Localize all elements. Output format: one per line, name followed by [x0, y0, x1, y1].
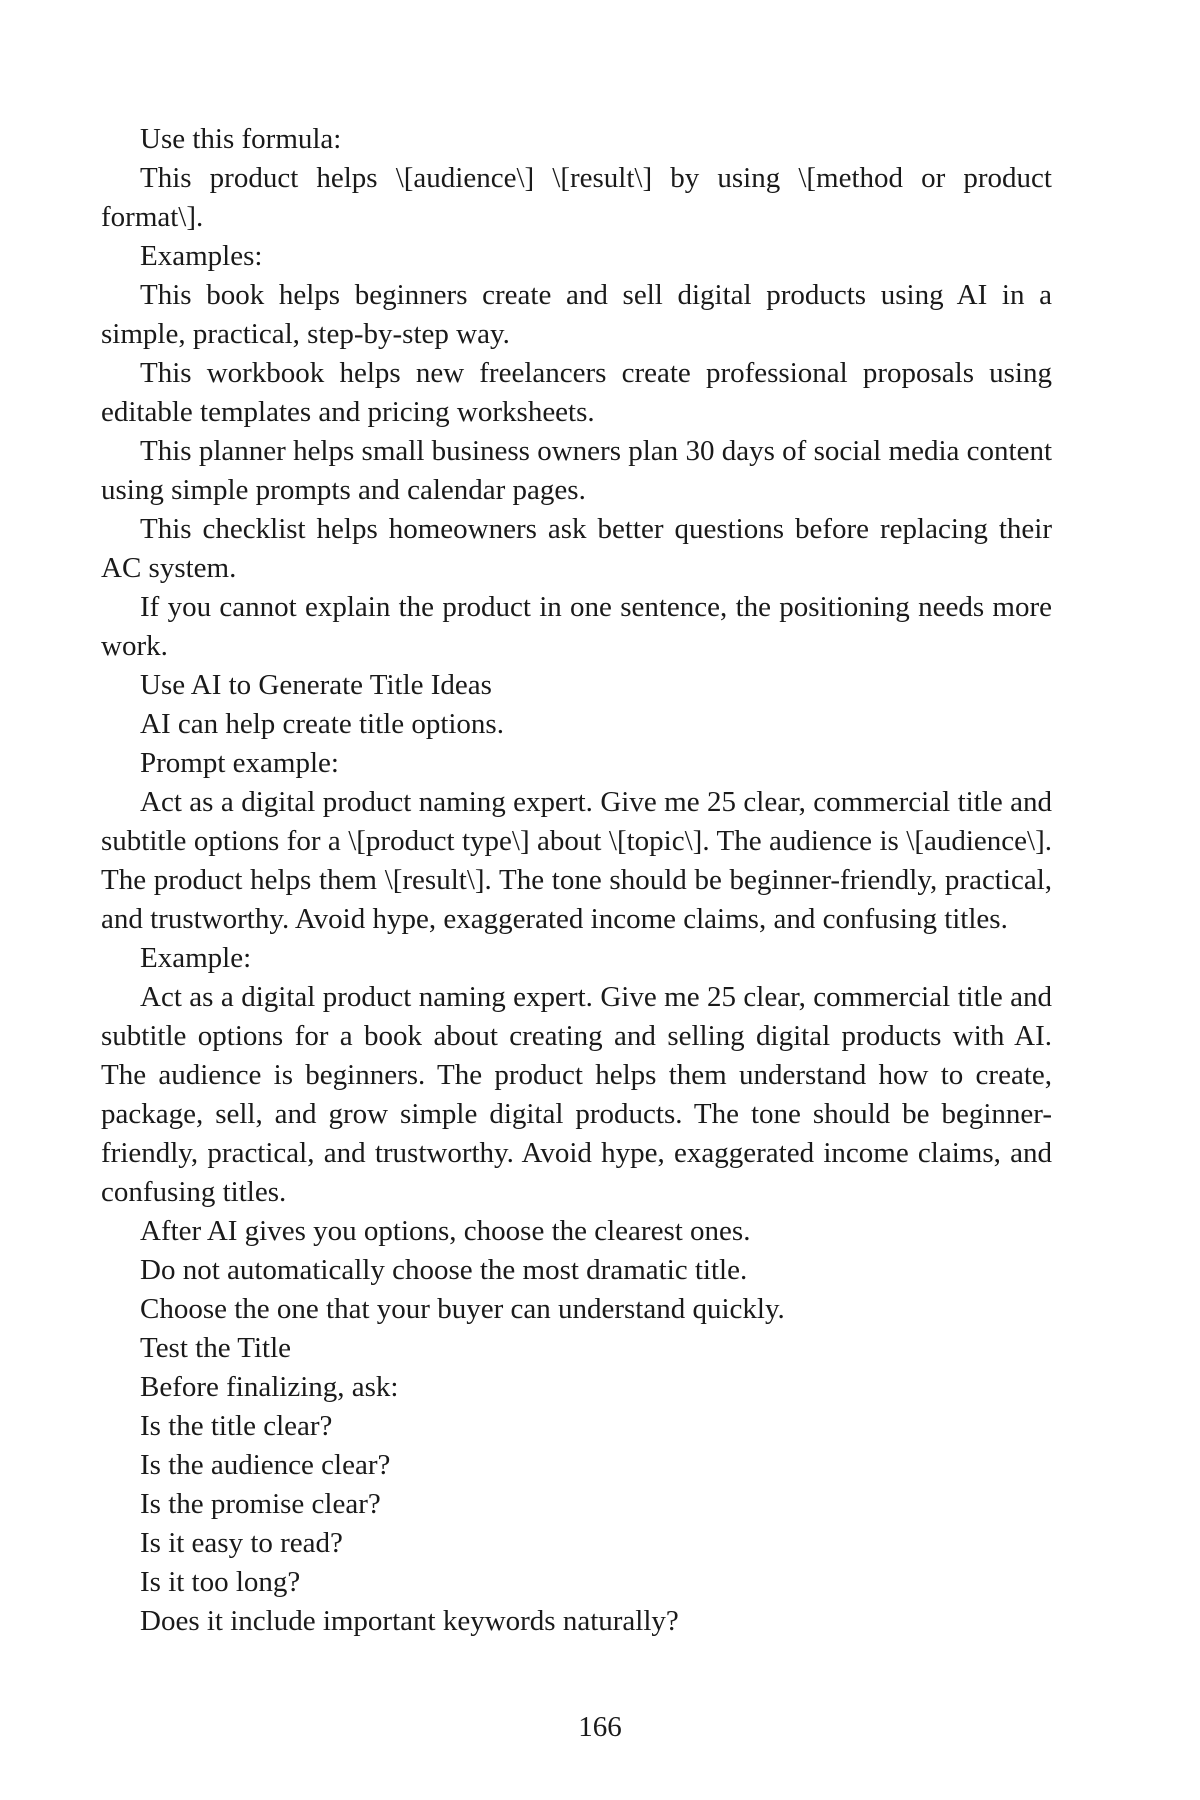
section-heading: Test the Title: [140, 1332, 292, 1364]
prompt-paragraph: Act as a digital product naming expert. Give me 25 clear, commercial title and subtitle options for a book about creating and selling digital products with AI. The audience is beginners. The product helps them understand how to create, package, sell, and grow simple digital products. The tone should be beginner-friendly, practical, and trustworthy. Avoid hype, exaggerated income claims, and confusing titles.: [101, 981, 1052, 1208]
paragraph: If you cannot explain the product in one sentence, the positioning needs more work.: [101, 591, 1052, 662]
paragraph: Example:: [140, 942, 252, 974]
paragraph: Examples:: [140, 240, 263, 272]
paragraph: This planner helps small business owners plan 30 days of social media content using simple prompts and calendar pages.: [101, 435, 1052, 506]
paragraph: Prompt example:: [140, 747, 339, 779]
paragraph: Do not automatically choose the most dramatic title.: [140, 1254, 748, 1286]
paragraph: This workbook helps new freelancers create professional proposals using editable templates and pricing worksheets.: [101, 357, 1052, 428]
checklist-question: Is the audience clear?: [140, 1449, 391, 1481]
prompt-paragraph: Act as a digital product naming expert. Give me 25 clear, commercial title and subtitle options for a \[product type\] about \[topic\]. The audience is \[audience\]. The product helps them \[result\]. The tone should be beginner-friendly, practical, and trustworthy. Avoid hype, exaggerated income claims, and confusing titles.: [101, 786, 1052, 935]
paragraph: This book helps beginners create and sell digital products using AI in a simple, practical, step-by-step way.: [101, 279, 1052, 350]
paragraph: Use this formula:: [140, 123, 342, 155]
page-number: 166: [578, 1711, 622, 1743]
paragraph: Choose the one that your buyer can understand quickly.: [140, 1293, 785, 1325]
paragraph: Before finalizing, ask:: [140, 1371, 399, 1403]
body-text: [101, 120, 1052, 1641]
checklist-question: Does it include important keywords naturally?: [140, 1605, 679, 1637]
checklist-question: Is the promise clear?: [140, 1488, 381, 1520]
checklist-question: Is it easy to read?: [140, 1527, 343, 1559]
section-heading: Use AI to Generate Title Ideas: [140, 669, 492, 701]
checklist-question: Is the title clear?: [140, 1410, 333, 1442]
paragraph: This checklist helps homeowners ask better questions before replacing their AC system.: [101, 513, 1052, 584]
checklist-question: Is it too long?: [140, 1566, 301, 1598]
paragraph: This product helps \[audience\] \[result\] by using \[method or product format\].: [101, 162, 1052, 233]
paragraph: After AI gives you options, choose the clearest ones.: [140, 1215, 751, 1247]
paragraph: AI can help create title options.: [140, 708, 504, 740]
